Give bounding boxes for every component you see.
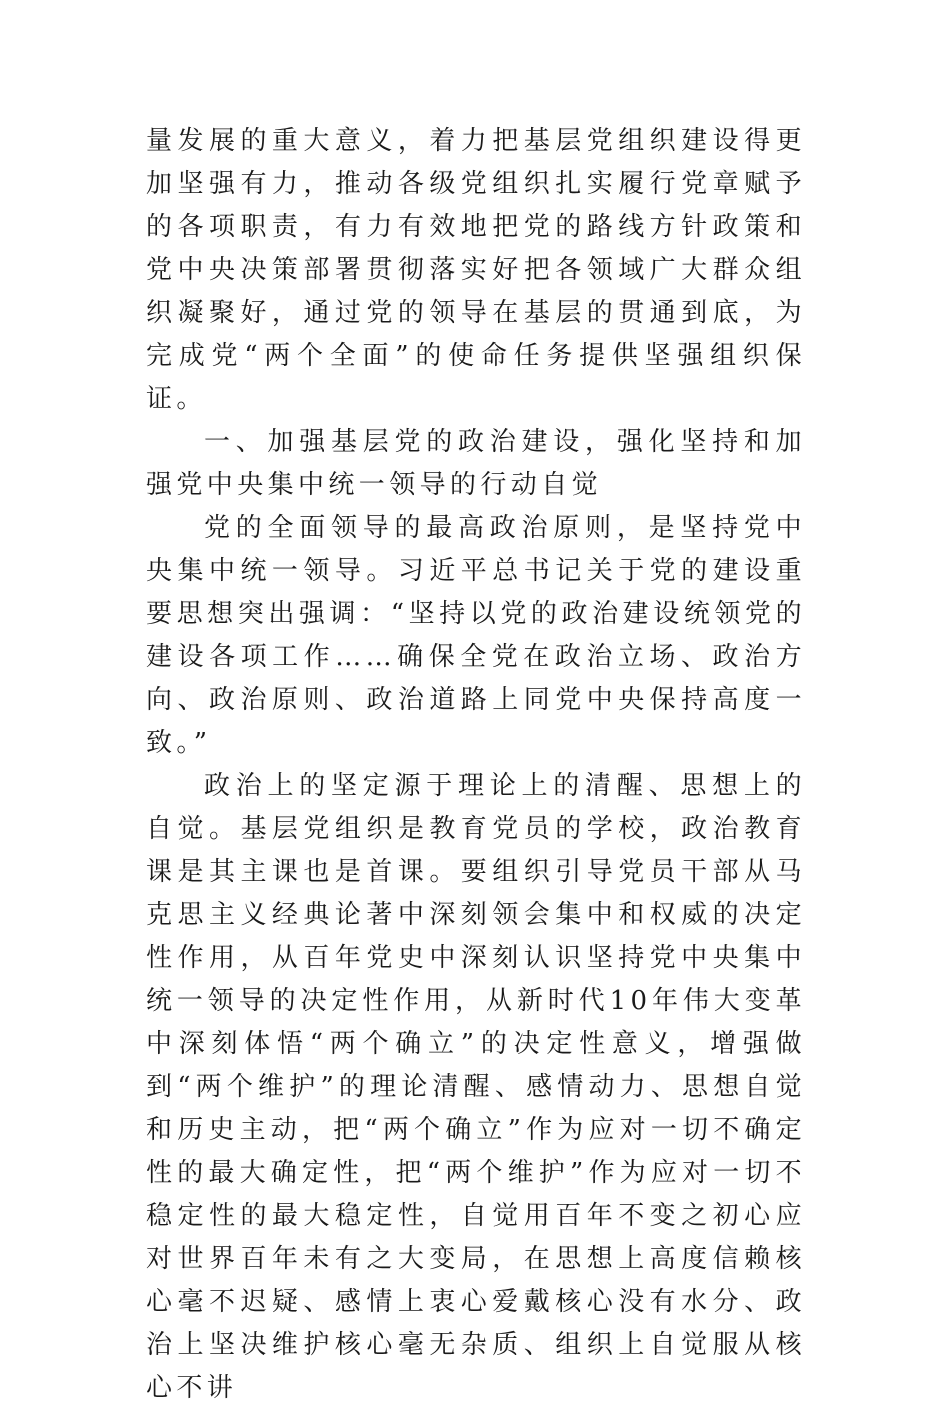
paragraph-intro-continuation: 量发展的重大意义，着力把基层党组织建设得更加坚强有力，推动各级党组织扎实履行党章赋予的各项职责，有力有效地把党的路线方针政策和党中央决策部署贯彻落实好把各领域广大群众组织凝聚好，通过党的领导在基层的贯通到底，为完成党“两个全面”的使命任务提供坚强组织保证。	[146, 126, 806, 414]
paragraph-political-education: 政治上的坚定源于理论上的清醒、思想上的自觉。基层党组织是教育党员的学校，政治教育课是其主课也是首课。要组织引导党员干部从马克思主义经典论著中深刻领会集中和权威的决定性作用，从百年党史中深刻认识坚持党中央集中统一领导的决定性作用，从新时代10年伟大变革中深刻体悟“两个确立”的决定性意义，增强做到“两个维护”的理论清醒、感情动力、思想自觉和历史主动，把“两个确立”作为应对一切不确定性的最大确定性，把“两个维护”作为应对一切不稳定性的最大稳定性，自觉用百年不变之初心应对世界百年未有之大变局，在思想上高度信赖核心毫不迟疑、感情上衷心爱戴核心没有水分、政治上坚决维护核心毫无杂质、组织上自觉服从核心不讲	[146, 771, 806, 1403]
section-heading-1: 一、加强基层党的政治建设，强化坚持和加强党中央集中统一领导的行动自觉	[146, 427, 806, 500]
paragraph-party-leadership: 党的全面领导的最高政治原则，是坚持党中央集中统一领导。习近平总书记关于党的建设重要思想突出强调：“坚持以党的政治建设统领党的建设各项工作……确保全党在政治立场、政治方向、政治原则、政治道路上同党中央保持高度一致。”	[146, 513, 806, 758]
document-body	[146, 120, 806, 1410]
